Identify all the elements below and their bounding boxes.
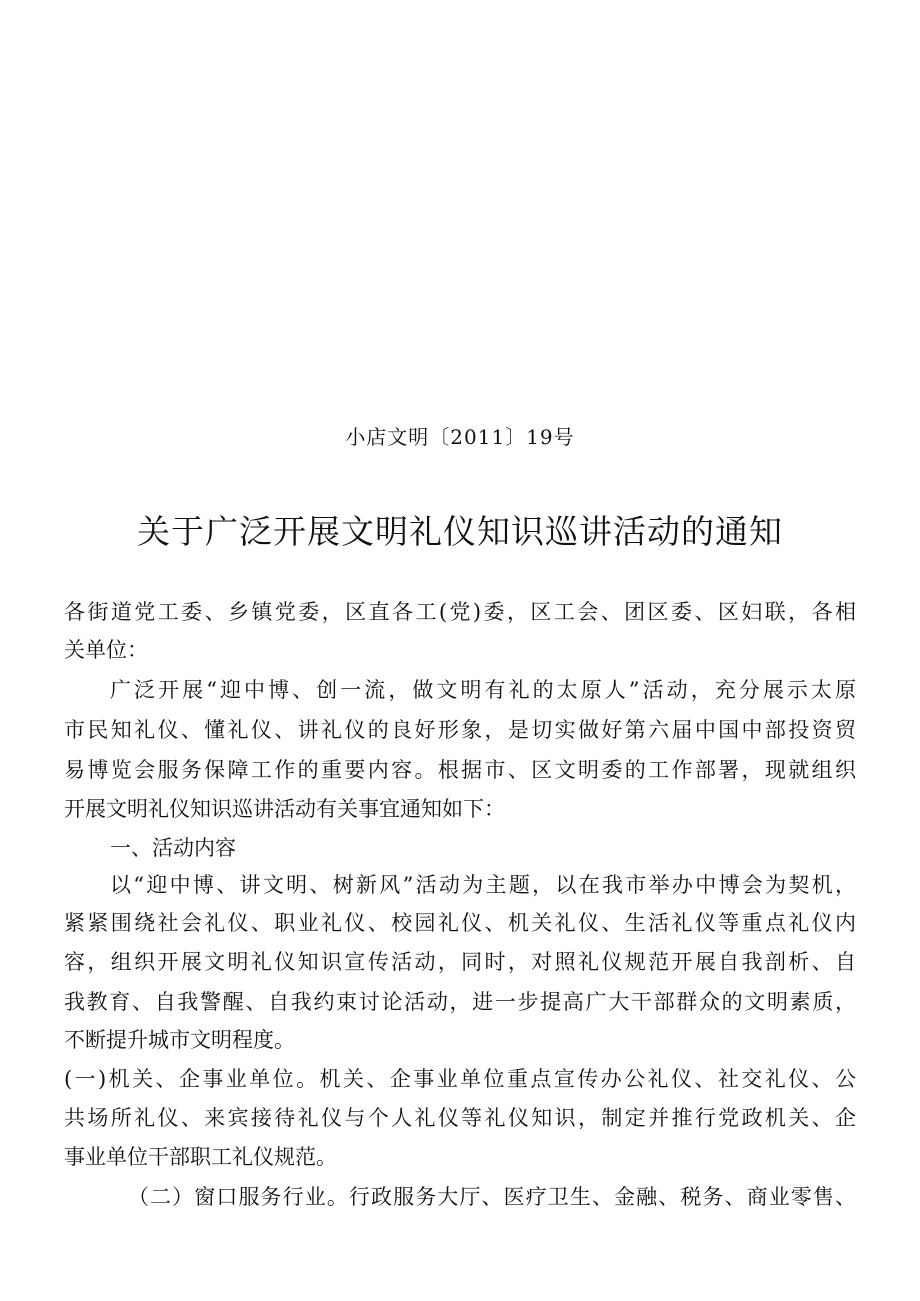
body-line: 市民知礼仪、懂礼仪、讲礼仪的良好形象，是切实做好第六届中国中部投资贸 — [64, 718, 856, 742]
body-line: 各街道党工委、乡镇党委，区直各工(党)委，区工会、团区委、区妇联，各相 — [64, 600, 856, 624]
body-line: 我教育、自我警醒、自我约束讨论活动，进一步提高广大干部群众的文明素质， — [64, 990, 856, 1014]
subsection-heading: (一)机关、企事业单位。机关、企事业单位重点宣传办公礼仪、社交礼仪、公 — [64, 1067, 856, 1091]
body-line: 易博览会服务保障工作的重要内容。根据市、区文明委的工作部署，现就组织 — [64, 758, 856, 782]
body-line: 事业单位干部职工礼仪规范。 — [64, 1145, 337, 1169]
body-line: 关单位： — [64, 638, 148, 662]
subsection-heading: （二）窗口服务行业。行政服务大厅、医疗卫生、金融、税务、商业零售、 — [128, 1185, 856, 1209]
body-line: 开展文明礼仪知识巡讲活动有关事宜通知如下： — [64, 797, 505, 821]
document-number: 小店文明〔2011〕19号 — [345, 425, 575, 449]
body-line: 容，组织开展文明礼仪知识宣传活动，同时，对照礼仪规范开展自我剖析、自 — [64, 950, 856, 974]
body-line: 共场所礼仪、来宾接待礼仪与个人礼仪等礼仪知识，制定并推行党政机关、企 — [64, 1106, 856, 1130]
section-heading: 一、活动内容 — [110, 836, 236, 860]
body-line: 紧紧围绕社会礼仪、职业礼仪、校园礼仪、机关礼仪、生活礼仪等重点礼仪内 — [64, 911, 856, 935]
body-line: 以“迎中博、讲文明、树新风”活动为主题，以在我市举办中博会为契机， — [110, 873, 856, 897]
body-line: 广泛开展“迎中博、创一流，做文明有礼的太原人”活动，充分展示太原 — [110, 678, 856, 702]
page-title: 关于广泛开展文明礼仪知识巡讲活动的通知 — [137, 512, 783, 551]
body-line: 不断提升城市文明程度。 — [64, 1028, 295, 1052]
